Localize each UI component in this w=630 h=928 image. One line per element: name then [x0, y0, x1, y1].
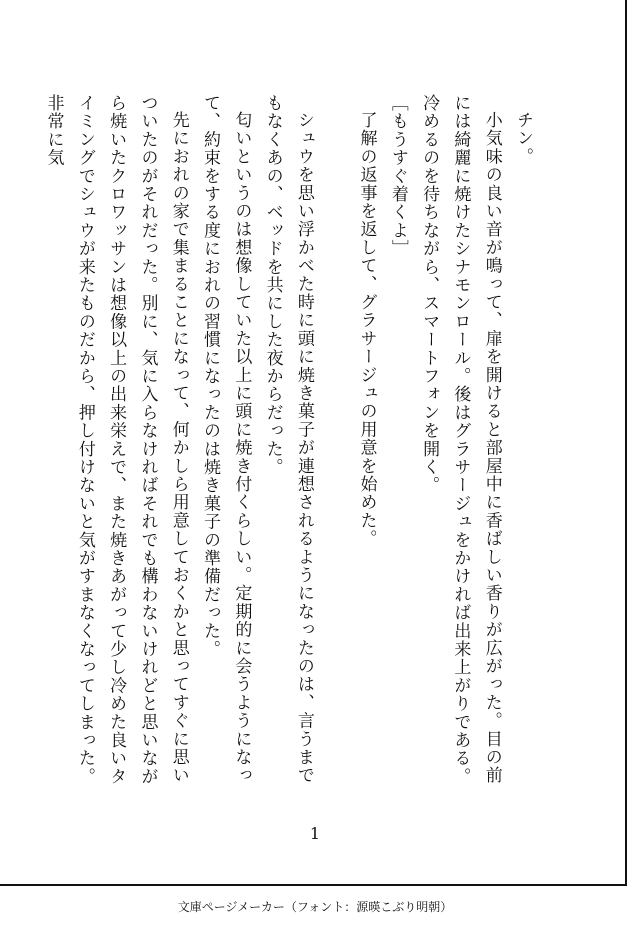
paragraph-croissant: 先におれの家で集まることになって、何かしら用意しておくかと思ってすぐに思いついたのがそれだった。別に、気に入らなければそれでも構わないけれどと思いながら焼いたクロワッサンは想像以上の出来栄えで、また焼きあがって少し冷めた良いタイミングでシュウが来たものだから、押し付けないと気がすまなくなってしまった。非常に気: [43, 94, 189, 786]
paragraph-reply: 了解の返事を返して、グラサージュの用意を始めた。: [356, 111, 377, 548]
paragraph-chin: チン。: [513, 111, 533, 166]
paragraph-blank-line: [319, 94, 350, 796]
page-number: 1: [309, 824, 321, 843]
paragraph-message: ［もうすぐ着くよ］: [387, 94, 408, 258]
body-text: [43, 94, 538, 796]
paragraph-oven: 小気味の良い音が鳴って、扉を開けると部屋中に香ばしい香りが広がった。目の前には綺麗に焼けたシナモンロール。後はグラサージュをかければ出来上がりである。冷めるのを待ちながら、スマートフォンを開く。: [419, 94, 502, 786]
credit-caption: 文庫ページメーカー（フォント：源暎こぶり明朝）: [177, 900, 453, 914]
paragraph-smell: 匂いというのは想像していた以上に頭に焼き付くらしい。定期的に会うようになって、約束をする度におれの習慣になったのは焼き菓子の準備だった。: [200, 94, 252, 785]
paragraph-shu: シュウを思い浮かべた時に頭に焼き菓子が連想されるようになったのは、言うまでもなくあの、ベッドを共にした夜からだった。: [262, 94, 314, 785]
